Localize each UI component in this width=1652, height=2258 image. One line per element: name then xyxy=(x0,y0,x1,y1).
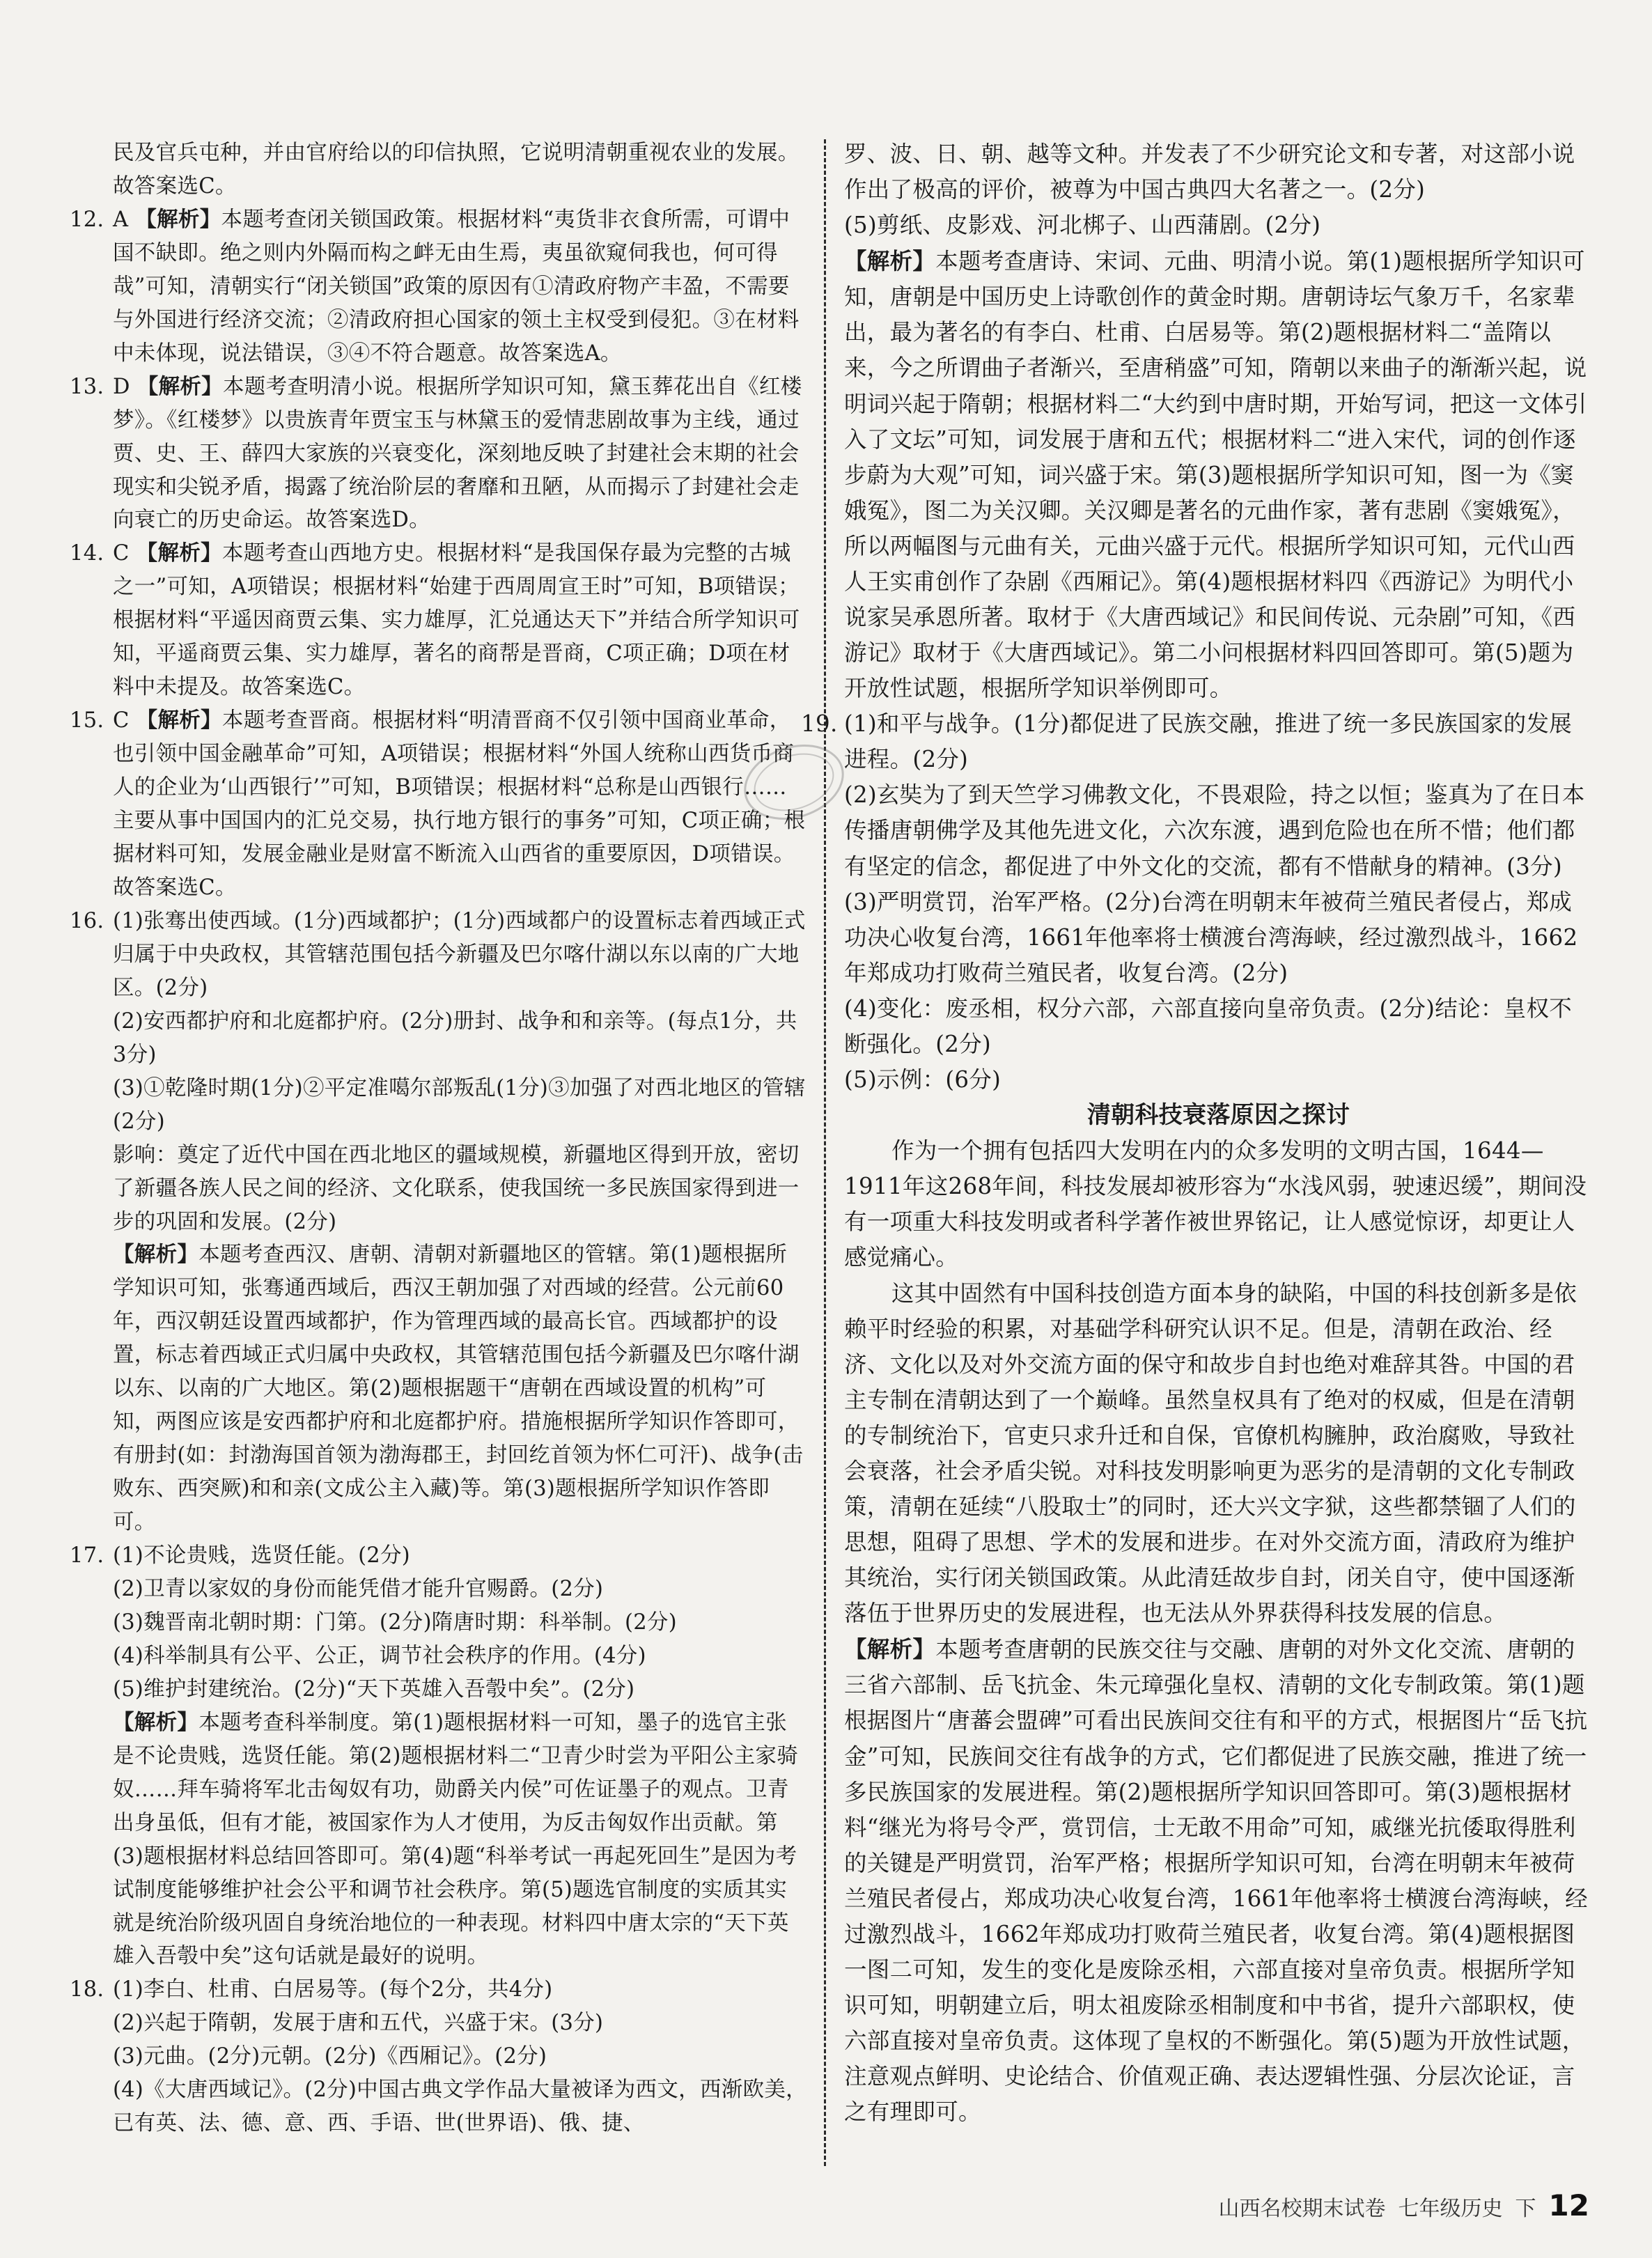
answer-line: (3)元曲。(2分)元朝。(2分)《西厢记》。(2分) xyxy=(113,2044,547,2069)
analysis-tag: 【解析】 xyxy=(136,708,222,733)
column-divider xyxy=(824,139,826,2166)
question-13 xyxy=(70,371,808,538)
answer-choice: D xyxy=(113,374,130,399)
answer-line: (4)《大唐西域记》。(2分)中国古典文学作品大量被译为西文，西渐欧美，已有英、法、德、意、西、手语、世(世界语)、俄、捷、 xyxy=(113,2078,807,2136)
answer-line: (2)玄奘为了到天竺学习佛教文化，不畏艰险，持之以恒；鉴真为了在日本传播唐朝佛学及其他先进文化，六次东渡，遇到危险也在所不惜；他们都有坚定的信念，都促进了中外文化的交流，都有不惜献身的精神。(3分) xyxy=(844,781,1585,880)
question-14 xyxy=(70,537,808,704)
analysis-tag: 【解析】 xyxy=(135,206,221,232)
question-18 xyxy=(70,1973,808,2140)
page-footer xyxy=(1219,2188,1589,2222)
question-12 xyxy=(70,203,808,371)
analysis-text: 本题考查晋商。根据材料“明清晋商不仅引领中国商业革命，也引领中国金融革命”可知，A项错误；根据材料“外国人统称山西货币商人的企业为‘山西银行’”可知，B项错误；根据材料“总称是山西银行……主要从事中国国内的汇兑交易，执行地方银行的事务”可知，C项正确；根据材料可知，发展金融业是财富不断流入山西省的重要原因，D项错误。故答案选C。 xyxy=(113,708,806,900)
answer-line: 影响：奠定了近代中国在西北地区的疆域规模，新疆地区得到开放，密切了新疆各族人民之间的经济、文化联系，使我国统一多民族国家得到进一步的巩固和发展。(2分) xyxy=(113,1142,800,1234)
question-number: 14. xyxy=(70,541,104,566)
analysis-tag: 【解析】 xyxy=(113,1242,199,1268)
answer-line: (5)剪纸、皮影戏、河北梆子、山西蒲剧。(2分) xyxy=(844,212,1321,239)
analysis-tag: 【解析】 xyxy=(136,540,222,566)
analysis-text: 本题考查山西地方史。根据材料“是我国保存最为完整的古城之一”可知，A项错误；根据材料“始建于西周周宣王时”可知，B项错误；根据材料“平遥因商贾云集、实力雄厚，汇兑通达天下”并结合所学知识可知，平遥商贾云集、实力雄厚，著名的商帮是晋商，C项正确；D项在材料中未提及。故答案选C。 xyxy=(113,541,800,700)
left-column xyxy=(70,137,808,2140)
answer-line: (1)不论贵贱，选贤任能。(2分) xyxy=(113,1543,411,1568)
essay-paragraph: 作为一个拥有包括四大发明在内的众多发明的文明古国，1644—1911年这268年间，科技发展却被形容为“水浅风弱，驶速迟缓”，期间没有一项重大科技发明或者科学著作被世界铭记，让人感觉惊讶，却更让人感觉痛心。 xyxy=(844,1137,1587,1271)
answer-line: (1)李白、杜甫、白居易等。(每个2分，共4分) xyxy=(113,1977,553,2002)
answer-line: (2)兴起于隋朝，发展于唐和五代，兴盛于宋。(3分) xyxy=(113,2011,604,2036)
question-number: 15. xyxy=(70,708,104,733)
question-number: 19. xyxy=(801,710,838,738)
question-number: 16. xyxy=(70,908,104,933)
analysis-tag: 【解析】 xyxy=(113,1709,199,1735)
essay-title: 清朝科技衰落原因之探讨 xyxy=(1086,1101,1350,1130)
answer-line: (2)卫青以家奴的身份而能凭借才能升官赐爵。(2分) xyxy=(113,1576,604,1601)
answer-line: (4)变化：废丞相，权分六部，六部直接向皇帝负责。(2分)结论：皇权不断强化。(2分) xyxy=(844,995,1573,1057)
answer-choice: A xyxy=(113,207,129,232)
question-number: 13. xyxy=(70,374,104,399)
question-17 xyxy=(70,1539,808,1973)
footer-grade: 七年级历史 xyxy=(1398,2197,1503,2221)
answer-choice: C xyxy=(113,708,130,733)
analysis-text: 本题考查科举制度。第(1)题根据材料一可知，墨子的选官主张是不论贵贱，选贤任能。第(2)题根据材料二“卫青少时尝为平阳公主家骑奴……拜车骑将军北击匈奴有功，勋爵关内侯”可佐证墨子的观点。卫青出身虽低，但有才能，被国家作为人才使用，为反击匈奴作出贡献。第(3)题根据材料总结回答即可。第(4)题“科举考试一再起死回生”是因为考试制度能够维护社会公平和调节社会秩序。第(5)题选官制度的实质其实就是统治阶级巩固自身统治地位的一种表现。材料四中唐太宗的“天下英雄入吾彀中矣”这句话就是最好的说明。 xyxy=(113,1710,798,1969)
page-number: 12 xyxy=(1548,2188,1589,2222)
analysis-block xyxy=(113,1706,808,1974)
question-number: 18. xyxy=(70,1977,104,2002)
question-15 xyxy=(70,704,808,905)
analysis-tag: 【解析】 xyxy=(844,1635,936,1663)
answer-text: 民及官兵屯种，并由官府给以的印信执照，它说明清朝重视农业的发展。故答案选C。 xyxy=(113,141,800,198)
analysis-text: 本题考查明清小说。根据所学知识可知，黛玉葬花出自《红楼梦》。《红楼梦》以贵族青年贾宝玉与林黛玉的爱情悲剧故事为主线，通过贾、史、王、薛四大家族的兴衰变化，深刻地反映了封建社会末期的社会现实和尖锐矛盾，揭露了统治阶层的奢靡和丑陋，从而揭示了封建社会走向衰亡的历史命运。故答案选D。 xyxy=(113,374,802,533)
analysis-tag: 【解析】 xyxy=(844,247,936,275)
analysis-block xyxy=(844,1631,1593,2130)
answer-choice: C xyxy=(113,541,130,566)
right-column xyxy=(801,137,1593,2130)
answer-line: (2)安西都护府和北庭都护府。(2分)册封、战争和和亲等。(每点1分，共3分) xyxy=(113,1009,797,1067)
answer-line: (3)魏晋南北朝时期：门第。(2分)隋唐时期：科举制。(2分) xyxy=(113,1610,677,1635)
question-number: 12. xyxy=(70,207,104,232)
answer-line: (5)维护封建统治。(2分)“天下英雄入吾彀中矣”。(2分) xyxy=(113,1676,635,1702)
question-19 xyxy=(801,706,1593,1098)
answer-line: 罗、波、日、朝、越等文种。并发表了不少研究论文和专著，对这部小说作出了极高的评价，被尊为中国古典四大名著之一。(2分) xyxy=(844,141,1575,203)
essay-paragraph: 这其中固然有中国科技创造方面本身的缺陷，中国的科技创新多是依赖平时经验的积累，对基础学科研究认识不足。但是，清朝在政治、经济、文化以及对外交流方面的保守和故步自封也绝对难辞其咎。中国的君主专制在清朝达到了一个巅峰。虽然皇权具有了绝对的权威，但是在清朝的专制统治下，官吏只求升迁和自保，官僚机构臃肿，政治腐败，导致社会衰落，社会矛盾尖锐。对科技发明影响更为恶劣的是清朝的文化专制政策，清朝在延续“八股取士”的同时，还大兴文字狱，这些都禁锢了人们的思想，阻碍了思想、学术的发展和进步。在对外交流方面，清政府为维护其统治，实行闭关锁国政策。从此清廷故步自封，闭关自守，使中国逐渐落伍于世界历史的发展进程，也无法从外界获得科技发展的信息。 xyxy=(844,1279,1577,1627)
analysis-block xyxy=(113,1238,808,1539)
analysis-block xyxy=(844,243,1593,706)
answer-line: (3)①乾隆时期(1分)②平定准噶尔部叛乱(1分)③加强了对西北地区的管辖(2分) xyxy=(113,1075,806,1134)
answer-line: (3)严明赏罚，治军严格。(2分)台湾在明朝末年被荷兰殖民者侵占，郑成功决心收复台湾，1661年他率将士横渡台湾海峡，经过激烈战斗，1662年郑成功打败荷兰殖民者，收复台湾。(2分) xyxy=(844,888,1578,986)
analysis-text: 本题考查西汉、唐朝、清朝对新疆地区的管辖。第(1)题根据所学知识可知，张骞通西域后，西汉王朝加强了对西域的经营。公元前60年，西汉朝廷设置西域都护，作为管理西域的最高长官。西域都护的设置，标志着西域正式归属中央政权，其管辖范围包括今新疆及巴尔喀什湖以东、以南的广大地区。第(2)题根据题干“唐朝在西域设置的机构”可知，两图应该是安西都护府和北庭都护府。措施根据所学知识作答即可，有册封(如：封渤海国首领为渤海郡王，封回纥首领为怀仁可汗)、战争(击败东、西突厥)和和亲(文成公主入藏)等。第(3)题根据所学知识作答即可。 xyxy=(113,1243,804,1535)
answer-line: (5)示例：(6分) xyxy=(844,1066,1002,1093)
analysis-text: 本题考查唐诗、宋词、元曲、明清小说。第(1)题根据所学知识可知，唐朝是中国历史上诗歌创作的黄金时期。唐朝诗坛气象万千，名家辈出，最为著名的有李白、杜甫、白居易等。第(2)题根据材料二“盖隋以来，今之所谓曲子者渐兴，至唐稍盛”可知，隋朝以来曲子的渐渐兴起，说明词兴起于隋朝；根据材料二“大约到中唐时期，开始写词，把这一文体引入了文坛”可知，词发展于唐和五代；根据材料二“进入宋代，词的创作逐步蔚为大观”可知，词兴盛于宋。第(3)题根据所学知识可知，图一为《窦娥冤》，图二为关汉卿。关汉卿是著名的元曲作家，著有悲剧《窦娥冤》，所以两幅图与元曲有关，元曲兴盛于元代。根据所学知识可知，元代山西人王实甫创作了杂剧《西厢记》。第(4)题根据材料四《西游记》为明代小说家吴承恩所著。取材于《大唐西域记》和民间传说、元杂剧”可知，《西游记》取材于《大唐西域记》。第二小问根据材料四回答即可。第(5)题为开放性试题，根据所学知识举例即可。 xyxy=(844,248,1587,702)
analysis-tag: 【解析】 xyxy=(137,373,223,399)
answer-line: (4)科举制具有公平、公正，调节社会秩序的作用。(4分) xyxy=(113,1643,646,1668)
question-16 xyxy=(70,905,808,1539)
question-number: 17. xyxy=(70,1543,104,1568)
footer-series: 山西名校期末试卷 xyxy=(1218,2197,1386,2221)
answer-line: (1)张骞出使西域。(1分)西域都护；(1分)西域都户的设置标志着西域正式归属于中央政权，其管辖范围包括今新疆及巴尔喀什湖以东以南的广大地区。(2分) xyxy=(113,908,806,1000)
answer-line: (1)和平与战争。(1分)都促进了民族交融，推进了统一多民族国家的发展进程。(2分) xyxy=(844,710,1573,773)
analysis-text: 本题考查闭关锁国政策。根据材料“夷货非衣食所需，可谓中国不缺即。绝之则内外隔而构之衅无由生焉，夷虽欲窥伺我也，何可得哉”可知，清朝实行“闭关锁国”政策的原因有①清政府物产丰盈，不需要与外国进行经济交流；②清政府担心国家的领土主权受到侵犯。③在材料中未体现，说法错误，③④不符合题意。故答案选A。 xyxy=(113,207,800,366)
analysis-text: 本题考查唐朝的民族交往与交融、唐朝的对外文化交流、唐朝的三省六部制、岳飞抗金、朱元璋强化皇权、清朝的文化专制政策。第(1)题根据图片“唐蕃会盟碑”可看出民族间交往有和平的方式，根据图片“岳飞抗金”可知，民族间交往有战争的方式，它们都促进了民族交融，推进了统一多民族国家的发展进程。第(2)题根据所学知识回答即可。第(3)题根据材料“继光为将号令严，赏罚信，士无敢不用命”可知，戚继光抗倭取得胜利的关键是严明赏罚，治军严格；根据所学知识可知，台湾在明朝末年被荷兰殖民者侵占，郑成功决心收复台湾，1661年他率将士横渡台湾海峡，经过激烈战斗，1662年郑成功打败荷兰殖民者，收复台湾。第(4)题根据图一图二可知，发生的变化是废除丞相，六部直接对皇帝负责。根据所学知识可知，明朝建立后，明太祖废除丞相制度和中书省，提升六部职权，使六部直接对皇帝负责。这体现了皇权的不断强化。第(5)题为开放性试题，注意观点鲜明、史论结合、价值观正确、表达逻辑性强、分层次论证，言之有理即可。 xyxy=(844,1636,1588,2126)
footer-volume: 下 xyxy=(1515,2197,1536,2221)
